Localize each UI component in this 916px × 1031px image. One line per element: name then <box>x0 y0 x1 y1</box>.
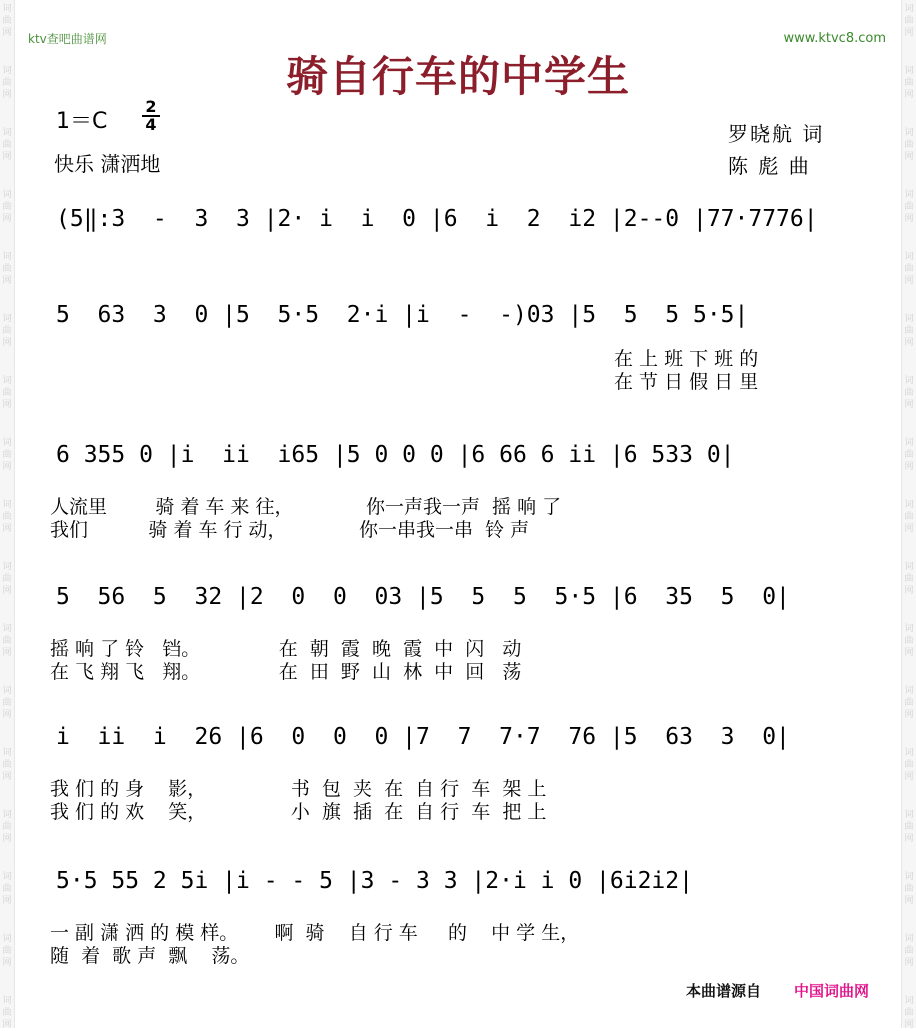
watermark-glyph: 词 <box>904 190 914 200</box>
site-url-right[interactable]: www.ktvc8.com <box>783 31 886 46</box>
lyric-line: 在 飞 翔 飞 翔。 在 田 野 山 林 中 回 荡 <box>50 661 522 683</box>
watermark-glyph: 词 <box>2 934 12 944</box>
watermark-glyph: 曲 <box>2 388 12 398</box>
notation-line: 5 63 3 0 |5 5·5 2·i |i - -)03 |5 5 5 5·5| <box>56 302 749 328</box>
watermark-glyph: 曲 <box>904 822 914 832</box>
watermark-glyph: 网 <box>904 28 914 38</box>
watermark-glyph: 词 <box>2 438 12 448</box>
watermark-glyph: 网 <box>2 338 12 348</box>
watermark-glyph: 曲 <box>904 574 914 584</box>
watermark-glyph: 词 <box>904 624 914 634</box>
watermark-glyph: 网 <box>904 152 914 162</box>
key-signature: 1＝C <box>56 109 108 134</box>
watermark-glyph: 词 <box>2 4 12 14</box>
watermark-glyph: 网 <box>2 958 12 968</box>
lyric-line: 我 们 的 欢 笑， 小 旗 插 在 自 行 车 把 上 <box>50 801 547 823</box>
watermark-glyph: 网 <box>2 1020 12 1030</box>
watermark-glyph: 曲 <box>2 202 12 212</box>
watermark-glyph: 词 <box>2 562 12 572</box>
watermark-glyph: 词 <box>904 500 914 510</box>
watermark-glyph: 词 <box>2 686 12 696</box>
watermark-glyph: 曲 <box>2 636 12 646</box>
tempo-marking: 快乐 潇洒地 <box>54 152 161 176</box>
notation-line: 5·5 55 2 5i |i - - 5 |3 - 3 3 |2·i i 0 |6i2i2| <box>56 868 693 894</box>
watermark-glyph: 词 <box>2 66 12 76</box>
lyric-line: 人流里 骑 着 车 来 往， 你一声我一声 摇 响 了 <box>50 496 562 518</box>
watermark-glyph: 曲 <box>904 78 914 88</box>
watermark-glyph: 词 <box>2 128 12 138</box>
watermark-glyph: 网 <box>2 524 12 534</box>
lyric-line: 我 们 的 身 影， 书 包 夹 在 自 行 车 架 上 <box>50 778 547 800</box>
watermark-glyph: 曲 <box>904 946 914 956</box>
lyric-line: 在 上 班 下 班 的 <box>614 348 759 370</box>
watermark-glyph: 曲 <box>2 512 12 522</box>
watermark-glyph: 词 <box>904 686 914 696</box>
watermark-glyph: 网 <box>2 648 12 658</box>
watermark-glyph: 网 <box>904 834 914 844</box>
watermark-glyph: 曲 <box>2 140 12 150</box>
lyric-line: 在 节 日 假 日 里 <box>614 371 759 393</box>
watermark-glyph: 词 <box>2 314 12 324</box>
watermark-glyph: 网 <box>2 586 12 596</box>
watermark-glyph: 曲 <box>904 202 914 212</box>
watermark-glyph: 词 <box>904 252 914 262</box>
watermark-glyph: 网 <box>904 896 914 906</box>
watermark-glyph: 曲 <box>2 574 12 584</box>
watermark-glyph: 词 <box>904 314 914 324</box>
watermark-glyph: 词 <box>904 748 914 758</box>
watermark-glyph: 网 <box>2 462 12 472</box>
meter-bottom: 4 <box>145 115 157 134</box>
watermark-glyph: 曲 <box>904 636 914 646</box>
watermark-glyph: 曲 <box>2 326 12 336</box>
watermark-glyph: 词 <box>2 624 12 634</box>
lyricist-credit: 罗晓航 词 <box>728 122 825 146</box>
footer-source-link[interactable]: 中国词曲网 <box>794 982 870 1000</box>
lyric-line: 摇 响 了 铃 铛。 在 朝 霞 晚 霞 中 闪 动 <box>50 638 522 660</box>
watermark-glyph: 曲 <box>2 78 12 88</box>
left-watermark-strip <box>0 0 15 1028</box>
site-name-left[interactable]: ktv查吧曲谱网 <box>28 32 107 46</box>
notation-line: i ii i 26 |6 0 0 0 |7 7 7·7 76 |5 63 3 0| <box>56 724 790 750</box>
watermark-glyph: 网 <box>904 586 914 596</box>
watermark-glyph: 词 <box>2 190 12 200</box>
lyric-line: 我们 骑 着 车 行 动， 你一串我一串 铃 声 <box>50 519 530 541</box>
composer-credit: 陈 彪 曲 <box>728 154 811 178</box>
watermark-glyph: 网 <box>2 90 12 100</box>
watermark-glyph: 网 <box>2 28 12 38</box>
watermark-glyph: 曲 <box>2 450 12 460</box>
watermark-glyph: 曲 <box>904 760 914 770</box>
watermark-glyph: 词 <box>904 128 914 138</box>
watermark-glyph: 曲 <box>2 16 12 26</box>
watermark-glyph: 网 <box>2 834 12 844</box>
watermark-glyph: 网 <box>2 214 12 224</box>
watermark-glyph: 曲 <box>904 16 914 26</box>
watermark-glyph: 曲 <box>904 388 914 398</box>
watermark-glyph: 曲 <box>2 946 12 956</box>
watermark-glyph: 网 <box>904 276 914 286</box>
watermark-glyph: 词 <box>904 996 914 1006</box>
watermark-glyph: 词 <box>2 500 12 510</box>
watermark-glyph: 曲 <box>904 450 914 460</box>
watermark-glyph: 词 <box>904 562 914 572</box>
watermark-glyph: 曲 <box>904 512 914 522</box>
notation-line: (5‖:3 - 3 3 |2· i i 0 |6 i 2 i2 |2--0 |77·7776| <box>56 206 818 232</box>
notation-line: 5 56 5 32 |2 0 0 03 |5 5 5 5·5 |6 35 5 0| <box>56 584 790 610</box>
watermark-glyph: 曲 <box>2 698 12 708</box>
watermark-glyph: 词 <box>904 376 914 386</box>
watermark-glyph: 曲 <box>2 822 12 832</box>
watermark-glyph: 网 <box>904 772 914 782</box>
watermark-glyph: 网 <box>904 338 914 348</box>
watermark-glyph: 网 <box>904 214 914 224</box>
watermark-glyph: 词 <box>2 810 12 820</box>
watermark-glyph: 网 <box>904 90 914 100</box>
watermark-glyph: 曲 <box>904 1008 914 1018</box>
watermark-glyph: 网 <box>904 524 914 534</box>
watermark-glyph: 曲 <box>2 884 12 894</box>
watermark-glyph: 网 <box>2 710 12 720</box>
watermark-glyph: 网 <box>904 648 914 658</box>
watermark-glyph: 曲 <box>904 326 914 336</box>
watermark-glyph: 曲 <box>904 884 914 894</box>
watermark-glyph: 词 <box>904 438 914 448</box>
watermark-glyph: 网 <box>904 710 914 720</box>
watermark-glyph: 网 <box>2 772 12 782</box>
meter-top: 2 <box>145 97 157 116</box>
watermark-glyph: 网 <box>904 958 914 968</box>
footer-source-label: 本曲谱源自 <box>686 982 762 1000</box>
right-watermark-strip <box>901 0 916 1028</box>
watermark-glyph: 网 <box>904 1020 914 1030</box>
watermark-glyph: 网 <box>2 152 12 162</box>
watermark-glyph: 词 <box>904 872 914 882</box>
notation-line: 6 355 0 |i ii i65 |5 0 0 0 |6 66 6 ii |6 533 0| <box>56 442 735 468</box>
watermark-glyph: 曲 <box>904 140 914 150</box>
time-signature <box>142 97 160 134</box>
watermark-glyph: 词 <box>904 934 914 944</box>
lyric-line: 随 着 歌 声 飘 荡。 <box>50 945 250 967</box>
watermark-glyph: 词 <box>904 810 914 820</box>
watermark-glyph: 词 <box>2 376 12 386</box>
watermark-glyph: 曲 <box>904 264 914 274</box>
watermark-glyph: 网 <box>904 462 914 472</box>
watermark-glyph: 网 <box>2 276 12 286</box>
lyric-line: 一 副 潇 洒 的 模 样。 啊 骑 自 行 车 的 中 学 生， <box>50 922 580 944</box>
watermark-glyph: 曲 <box>2 264 12 274</box>
watermark-glyph: 网 <box>904 400 914 410</box>
watermark-glyph: 词 <box>2 996 12 1006</box>
watermark-glyph: 词 <box>2 748 12 758</box>
song-title: 骑自行车的中学生 <box>285 52 630 101</box>
watermark-glyph: 网 <box>2 400 12 410</box>
watermark-glyph: 曲 <box>2 760 12 770</box>
watermark-glyph: 曲 <box>2 1008 12 1018</box>
watermark-glyph: 网 <box>2 896 12 906</box>
watermark-glyph: 词 <box>2 252 12 262</box>
watermark-glyph: 曲 <box>904 698 914 708</box>
watermark-glyph: 词 <box>904 4 914 14</box>
watermark-glyph: 词 <box>904 66 914 76</box>
watermark-glyph: 词 <box>2 872 12 882</box>
